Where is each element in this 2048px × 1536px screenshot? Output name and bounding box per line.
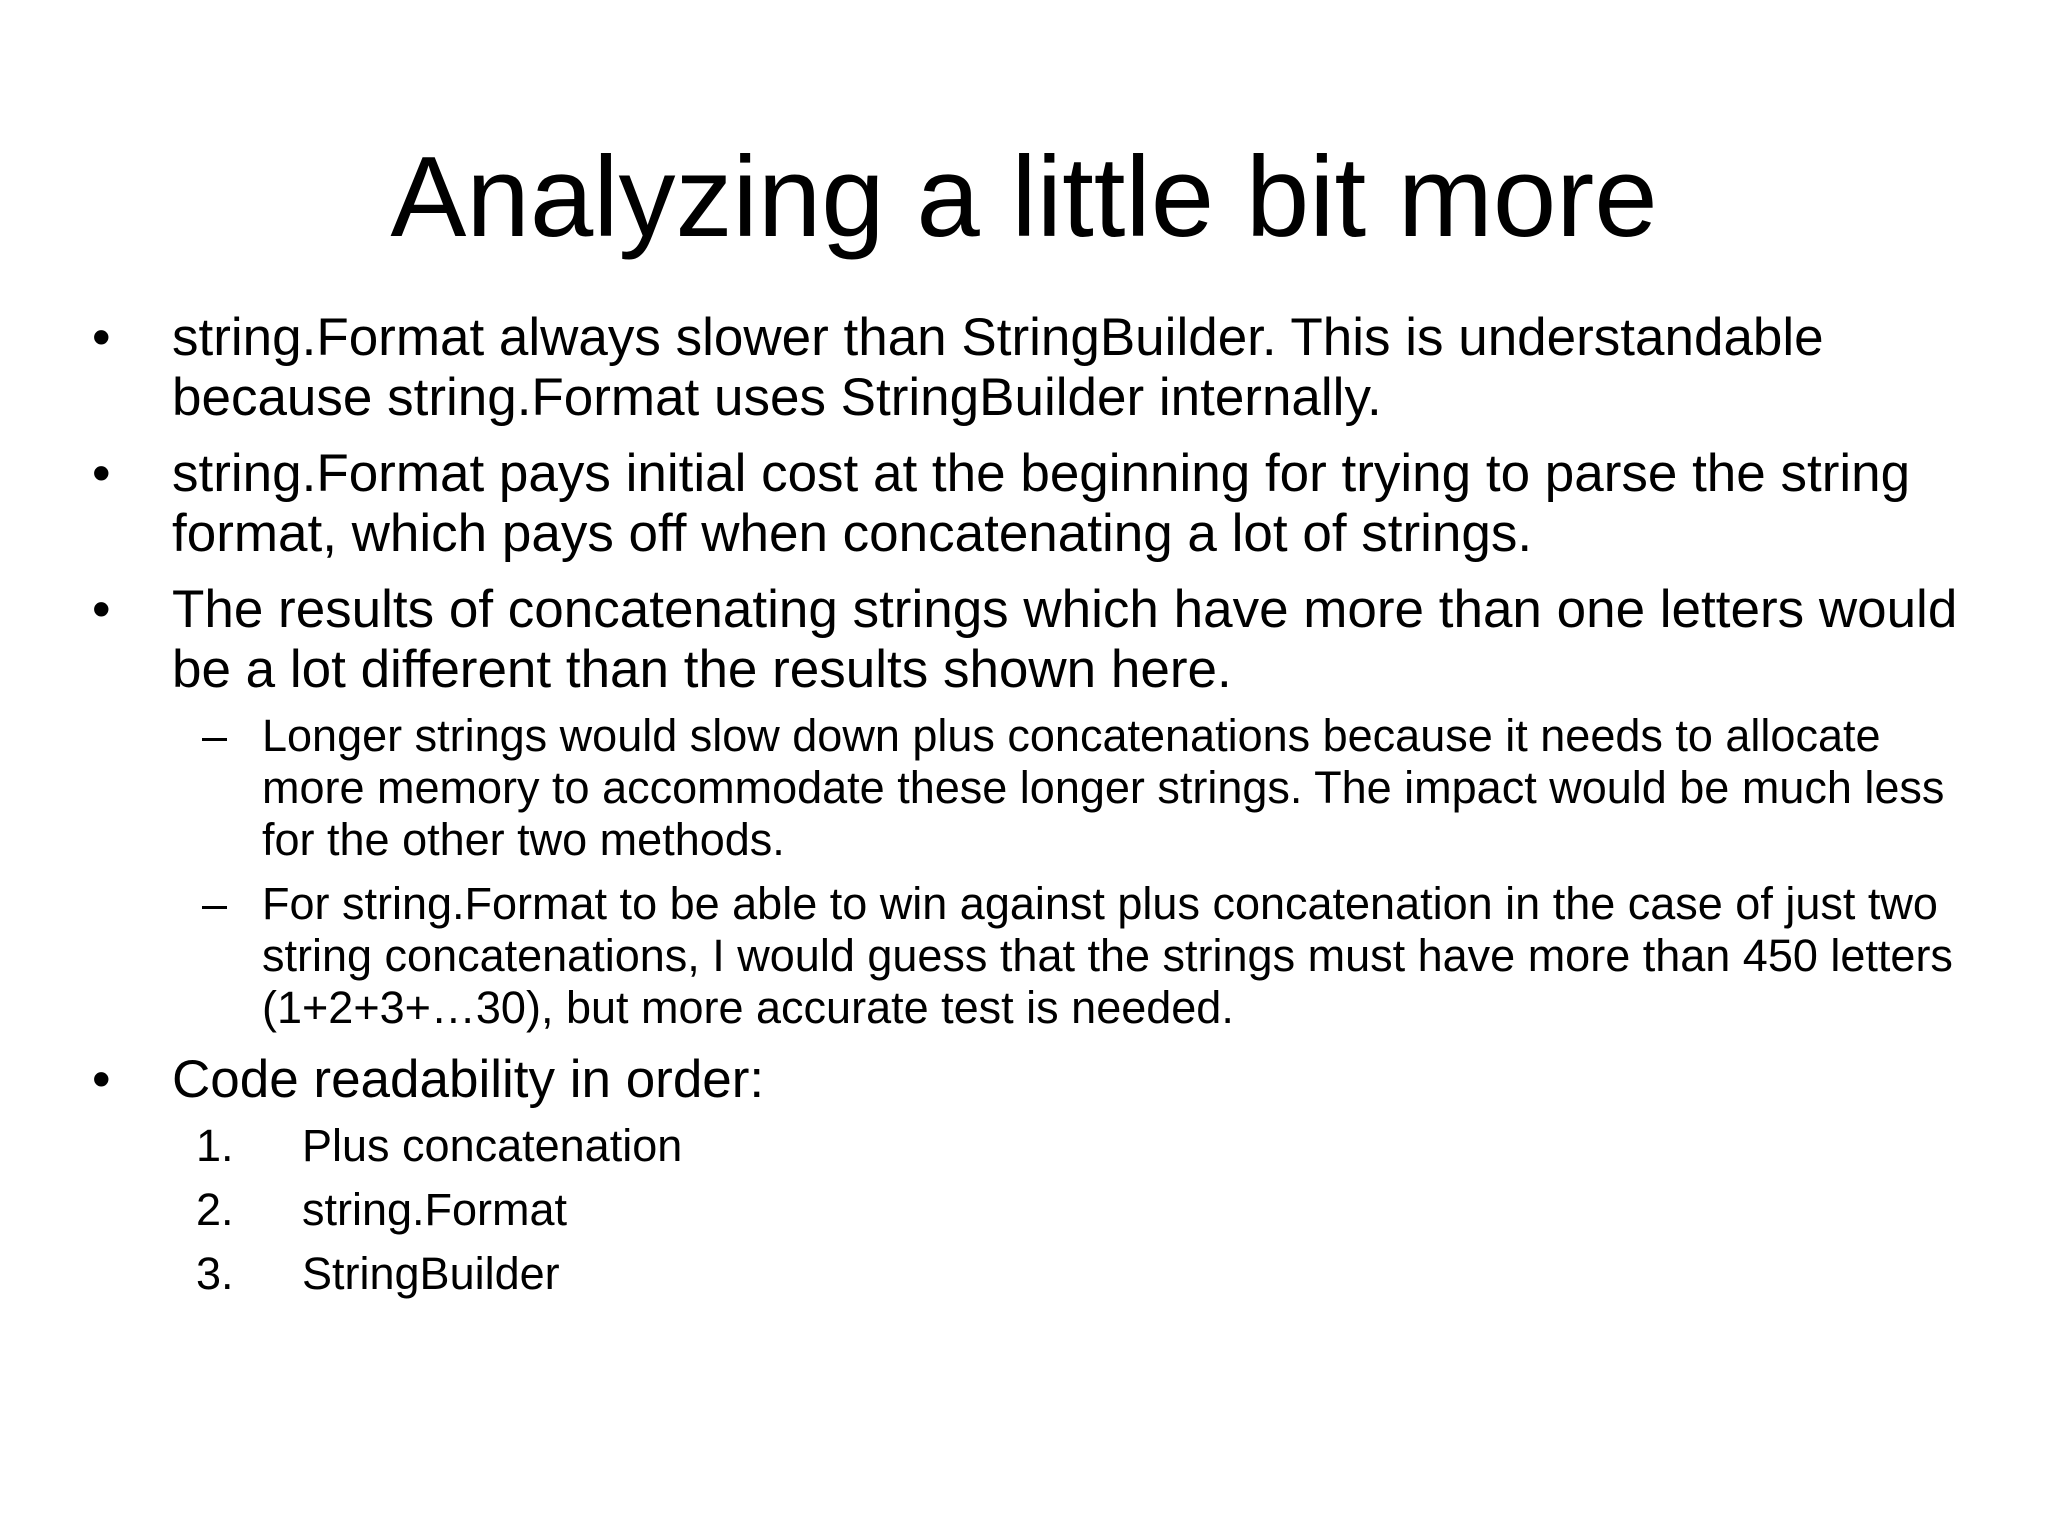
bullet-item bbox=[92, 580, 1972, 1034]
bullet-marker: • bbox=[92, 1050, 111, 1109]
item-number: 1. bbox=[196, 1120, 234, 1171]
bullet-text: string.Format always slower than StringBuilder. This is understandable because string.Format uses StringBuilder internally. bbox=[172, 308, 1824, 427]
slide-title: Analyzing a little bit more bbox=[390, 134, 1658, 261]
sub-bullet-text: Longer strings would slow down plus concatenations because it needs to allocate more memory to accommodate these longer strings. The impact would be much less for the other two methods. bbox=[262, 710, 1945, 865]
bullet-item bbox=[92, 444, 1972, 564]
bullet-text: Code readability in order: bbox=[172, 1050, 765, 1109]
bullet-item bbox=[92, 1050, 1972, 1300]
bullet-marker: • bbox=[92, 444, 111, 503]
bullet-text: string.Format pays initial cost at the beginning for trying to parse the string format, which pays off when concatenating a lot of strings. bbox=[172, 444, 1911, 563]
sub-bullet-marker: – bbox=[202, 878, 228, 929]
sub-bullet-marker: – bbox=[202, 710, 228, 761]
numbered-item bbox=[92, 1184, 1972, 1236]
bullet-item bbox=[92, 308, 1972, 428]
sub-bullet-item bbox=[92, 710, 1972, 866]
item-number: 2. bbox=[196, 1184, 234, 1235]
item-number: 3. bbox=[196, 1248, 234, 1299]
bullet-marker: • bbox=[92, 308, 111, 367]
bullet-marker: • bbox=[92, 580, 111, 639]
item-text: Plus concatenation bbox=[302, 1120, 683, 1171]
numbered-item bbox=[92, 1120, 1972, 1172]
slide-content bbox=[92, 308, 1972, 1316]
sub-bullet-text: For string.Format to be able to win against plus concatenation in the case of just two string concatenations, I would guess that the strings must have more than 450 letters (1+2+3+…30), but more accurate test is needed. bbox=[262, 878, 1953, 1033]
numbered-list bbox=[172, 1120, 1972, 1300]
bullet-text: The results of concatenating strings which have more than one letters would be a lot different than the results shown here. bbox=[172, 580, 1958, 699]
numbered-item bbox=[92, 1248, 1972, 1300]
item-text: string.Format bbox=[302, 1184, 568, 1235]
item-text: StringBuilder bbox=[302, 1248, 560, 1299]
sub-bullet-list bbox=[172, 710, 1972, 1034]
sub-bullet-item bbox=[92, 878, 1972, 1034]
